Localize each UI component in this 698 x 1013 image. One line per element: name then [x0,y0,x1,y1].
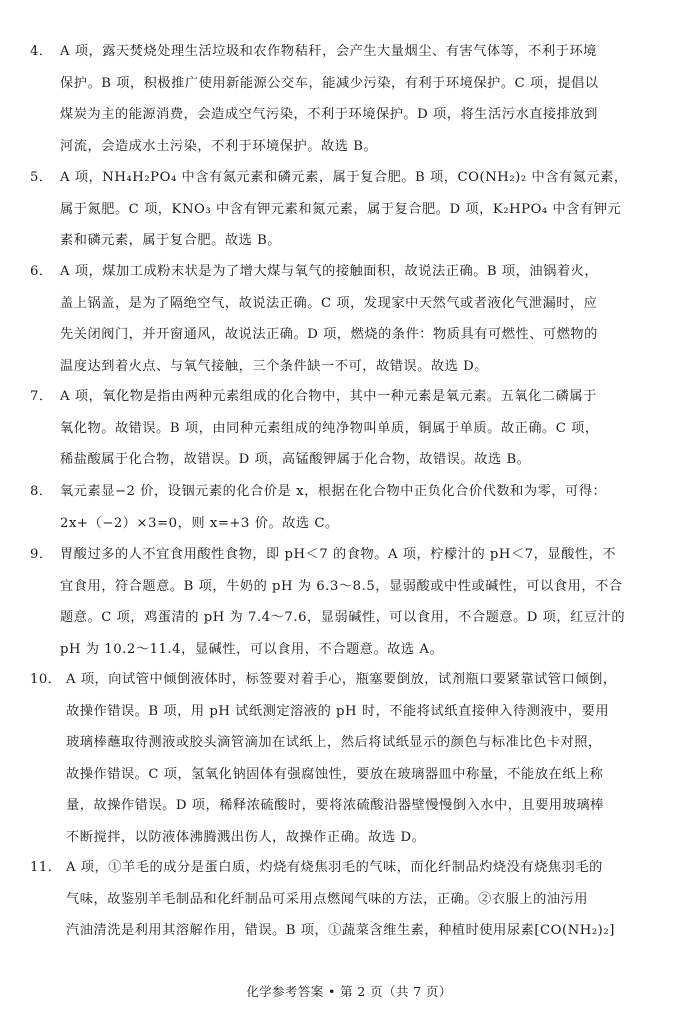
item-number: 10． [30,672,62,687]
item-number: 6． [30,264,53,279]
item-line: A 项，煤加工成粉末状是为了增大煤与氧气的接触面积，故说法正确。B 项，油锅着火， [60,264,599,279]
item-line: A 项，向试管中倾倒液体时，标签要对着手心，瓶塞要倒放，试剂瓶口要紧靠试管口倾倒， [66,672,617,687]
item-line: 煤炭为主的能源消费，会造成空气污染，不利于环境保护。D 项，将生活污水直接排放到 [60,107,598,123]
item-line: A 项，①羊毛的成分是蛋白质，灼烧有烧焦羽毛的气味，而化纤制品灼烧没有烧焦羽毛的 [66,860,603,875]
item-number: 4． [30,44,53,59]
item-line: 氧元素显−2 价，设铟元素的化合价是 x，根据在化合物中正负化合价代数和为零，可得： [60,484,607,499]
item-line: 稀盐酸属于化合物，故错误。D 项，高锰酸钾属于化合物，故错误。故选 B。 [60,452,531,468]
item-line: pH 为 10.2～11.4，显碱性，可以食用，不合题意。故选 A。 [60,641,444,657]
item-number: 7． [30,389,53,404]
item-line: 量，故操作错误。D 项，稀释浓硫酸时，要将浓硫酸沿器壁慢慢倒入水中，且要用玻璃棒 [66,798,604,814]
item-line: 汽油清洗是利用其溶解作用，错误。B 项，①蔬菜含维生素，种植时使用尿素[CO(NH₂)₂] [66,923,615,939]
item-line: A 项，露天焚烧处理生活垃圾和农作物秸秆，会产生大量烟尘、有害气体等，不利于环境 [60,44,597,59]
item-line: 盖上锅盖，是为了隔绝空气，故说法正确。C 项，发现家中天然气或者液化气泄漏时，应 [60,295,598,311]
item-line: 氧化物。故错误。B 项，由同种元素组成的纯净物叫单质，铜属于单质。故正确。C 项， [60,420,599,436]
page-footer: 化学参考答案 • 第 2 页（共 7 页） [246,984,452,999]
item-number: 5． [30,170,53,185]
item-line: 故操作错误。B 项，用 pH 试纸测定溶液的 pH 时，不能将试纸直接伸入待测液中，要用 [66,703,610,719]
item-line: 2x+（−2）×3=0，则 x=+3 价。故选 C。 [60,515,339,531]
item-line: 不断搅拌，以防液体沸腾溅出伤人，故操作正确。故选 D。 [66,830,426,845]
item-number: 11． [30,860,62,875]
item-line: A 项，NH₄H₂PO₄ 中含有氮元素和磷元素，属于复合肥。B 项，CO(NH₂)₂ 中含有氮元素， [60,170,628,185]
item-line: 先关闭阀门，并开窗通风，故说法正确。D 项，燃烧的条件：物质具有可燃性、可燃物的 [60,327,598,343]
item-line: 题意。C 项，鸡蛋清的 pH 为 7.4～7.6，显弱碱性，可以食用，不合题意。D 项，红豆汁的 [60,610,626,626]
item-line: A 项，氧化物是指由两种元素组成的化合物中，其中一种元素是氧元素。五氧化二磷属于 [60,389,597,404]
item-line: 宜食用，符合题意。B 项，牛奶的 pH 为 6.3～8.5，显弱酸或中性或碱性，可以食用，不合 [60,578,623,594]
item-line: 温度达到着火点、与氧气接触，三个条件缺一不可，故错误。故选 D。 [60,358,488,374]
item-line: 玻璃棒蘸取待测液或胶头滴管滴加在试纸上，然后将试纸显示的颜色与标准比色卡对照， [66,735,602,751]
item-line: 河流，会造成水土污染，不利于环境保护。故选 B。 [60,138,378,154]
item-line: 故操作错误。C 项，氢氧化钠固体有强腐蚀性，要放在玻璃器皿中称量，不能放在纸上称 [66,766,604,782]
item-line: 素和磷元素，属于复合肥。故选 B。 [60,233,282,249]
item-line: 气味，故鉴别羊毛制品和化纤制品可采用点燃闻气味的方法，正确。②衣服上的油污用 [66,891,589,907]
item-number: 9． [30,547,53,562]
item-number: 8． [30,484,53,499]
item-line: 胃酸过多的人不宜食用酸性食物，即 pH＜7 的食物。A 项，柠檬汁的 pH＜7，显酸性，不 [60,547,617,562]
item-line: 保护。B 项，积极推广使用新能源公交车，能减少污染，有利于环境保护。C 项，提倡以 [60,75,599,91]
item-line: 属于氮肥。C 项，KNO₃ 中含有钾元素和氮元素，属于复合肥。D 项，K₂HPO₄ 中含有钾元 [60,201,622,217]
